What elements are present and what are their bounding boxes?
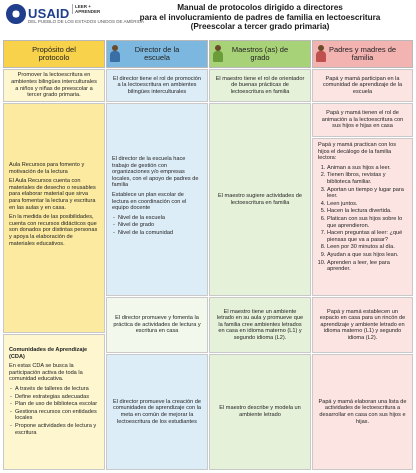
list-item: 8. Leen por 30 minutos al día.	[327, 244, 407, 251]
teacher-cell-2: El maestro sugiere actividades de lectoescritura en familia	[209, 103, 311, 296]
director-icon	[109, 45, 121, 63]
director-cell-3: El director promueve y fomenta la práctica de actividades de lectura y escritura en casa	[106, 297, 208, 353]
header	[0, 0, 416, 38]
document-title	[110, 3, 410, 32]
parents-cell-1: Papá y mamá participan en la comunidad de aprendizaje de la escuela	[312, 69, 413, 102]
parents-cell-3: Papá y mamá establecen un espacio en casa para un rincón de aprendizaje y ambiente letrado en idioma materno (L1) y segundo idioma (L2).	[312, 297, 413, 353]
purpose-cell-4	[3, 334, 105, 470]
list-item: - Define estrategias adecuadas	[15, 394, 99, 401]
cda-intro: En estas CDA se busca la participación activa de toda la comunidad educativa.	[9, 363, 83, 383]
column-header-label: Padres y madres de familia	[328, 44, 397, 62]
director-p2: Establece un plan escolar de lectura en coordinación con el equipo docente	[112, 191, 187, 212]
protocol-table	[3, 40, 413, 470]
aula-recursos-p2: En la medida de las posibilidades, cuenta con recursos didácticos que son donados por distintas personas y apoya la elaboración de materiales educativos.	[9, 214, 98, 247]
column-header-parents	[312, 40, 413, 68]
director-p1: El director de la escuela hace trabajo de gestión con organizaciones y/o empresas locales, con el apoyo de padres de familia	[112, 156, 199, 189]
list-item: 9. Ayudan a que sus hijos lean.	[327, 252, 407, 259]
column-header-label: Director de la escuela	[134, 44, 180, 62]
decalogue-intro: Papá y mamá practican con los hijos el decálogo de la familia lectora:	[318, 142, 397, 162]
list-item: - Nivel de la escuela	[118, 215, 202, 222]
parents-cell-2a: Papá y mamá tienen el rol de animación a la lectoescritura con sus hijos e hijas en casa	[312, 103, 413, 137]
list-item: 2. Tienen libros, revistas y biblioteca familiar.	[327, 172, 407, 185]
purpose-cell-2	[3, 103, 105, 333]
title-line-2: para el involucramiento de padres de familia en lectoescritura	[139, 12, 381, 22]
director-cell-4: El director promueve la creación de comunidades de aprendizaje con la meta en común de mejorar la lectoescritura de los estudiantes	[106, 354, 208, 470]
list-item: - A través de talleres de lectura	[15, 386, 99, 393]
logo-subtitle: DEL PUEBLO DE LOS ESTADOS UNIDOS DE AMÉRICA	[28, 19, 145, 24]
column-header-purpose	[3, 40, 105, 68]
column-header-label: Propósito del protocolo	[32, 44, 76, 62]
list-item: 3. Aportan un tiempo y lugar para leer.	[327, 187, 407, 200]
list-item: 5. Hacen la lectura divertida.	[327, 208, 407, 215]
column-header-director	[106, 40, 208, 68]
director-levels-list	[112, 215, 202, 237]
list-item: 4. Leen juntos.	[327, 201, 407, 208]
cda-title: Comunidades de Aprendizaje (CDA)	[9, 347, 88, 360]
logo-text: USAID	[28, 6, 70, 21]
director-cell-2	[106, 103, 208, 296]
list-item: 6. Platican con sus hijos sobre lo que aprendieron.	[327, 216, 407, 229]
title-line-3: (Preescolar a tercer grado primaria)	[190, 22, 330, 31]
list-item: 7. Hacen preguntas al leer: ¿qué piensas que va a pasar?	[327, 230, 407, 243]
aula-recursos-title: Aula Recursos para fomento y motivación de la lectura	[9, 162, 85, 175]
decalogue-list	[318, 165, 407, 273]
aula-recursos-p1: El Aula Recursos cuenta con materiales de desecho o reusables para elaborar material que sirva para fomentar la lectura y escritura en las aulas y en casa.	[9, 178, 96, 211]
usaid-seal-icon	[6, 4, 26, 24]
list-item: 10. Aprenden a leer, lee para aprender.	[327, 260, 407, 273]
parents-cell-2b	[312, 138, 413, 296]
parents-cell-4: Papá y mamá elaboran una lista de actividades de lectoescritura a desarrollar en casa con sus hijos e hijas.	[312, 354, 413, 470]
list-item: - Propone actividades de lectura y escritura	[15, 423, 99, 436]
list-item: - Nivel de la comunidad	[118, 230, 202, 237]
list-item: - Gestiona recursos con entidades locales	[15, 409, 99, 422]
teacher-cell-4: El maestro describe y modela un ambiente letrado	[209, 354, 311, 470]
parents-icon	[315, 45, 327, 63]
column-header-label: Maestros (as) de grado	[231, 44, 289, 62]
cda-list	[9, 386, 99, 436]
list-item: 1. Animan a sus hijos a leer.	[327, 165, 407, 172]
director-cell-1: El director tiene el rol de promoción a la lectoescritura en ambientes bilingües interculturales	[106, 69, 208, 102]
column-header-teacher	[209, 40, 311, 68]
teacher-cell-3: El maestro tiene un ambiente letrado en su aula y promueve que la familia cree ambientes letrados en casa en idioma materno (L1) y segundo idioma (L2).	[209, 297, 311, 353]
list-item: - Plan de uso de biblioteca escolar	[15, 401, 99, 408]
purpose-cell-1: Promover la lectoescritura en ambientes bilingües interculturales a niños y niñas de preescolar a tercer grado primaria.	[3, 69, 105, 102]
title-line-1: Manual de protocolos dirigido a directores	[177, 3, 343, 12]
leer-aprender-logo: LEER + APRENDER	[72, 4, 98, 14]
list-item: - Nivel de grado	[118, 222, 202, 229]
teacher-cell-1: El maestro tiene el rol de orientador de buenas prácticas de lectoescritura en familia	[209, 69, 311, 102]
teacher-icon	[212, 45, 224, 63]
